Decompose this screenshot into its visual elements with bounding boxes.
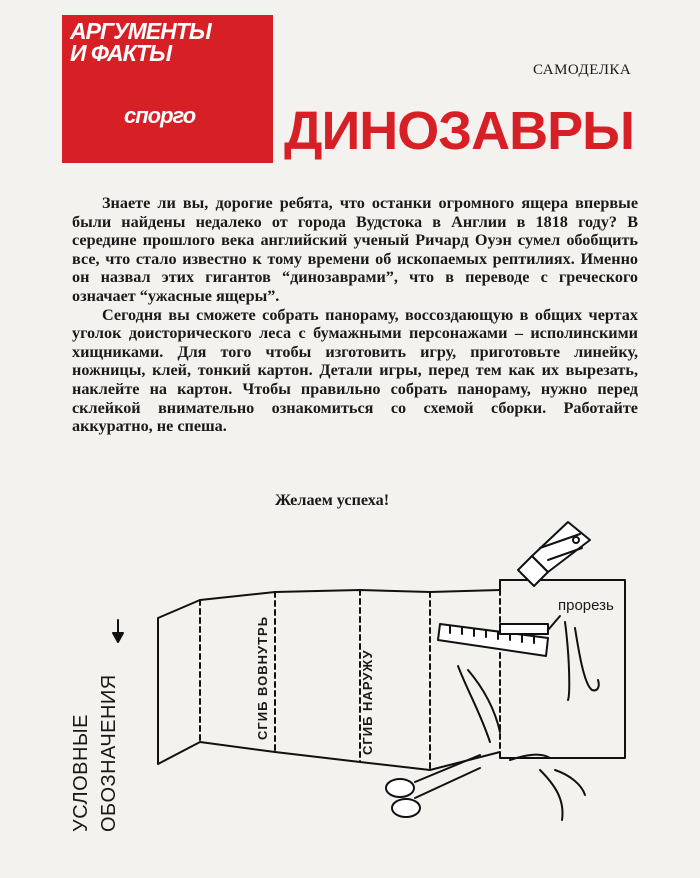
logo-line-2: И ФАКТЫ xyxy=(70,40,172,66)
cut-slot-label: прорезь xyxy=(558,597,614,614)
slot-pointer-line xyxy=(548,616,560,630)
article-body xyxy=(72,194,638,436)
panorama-strip xyxy=(158,580,625,770)
publication-logo xyxy=(62,15,273,163)
legend-label-line-1: УСЛОВНЫЕ xyxy=(70,714,92,832)
scissors-icon xyxy=(386,755,480,817)
logo-line-1: АРГУМЕНТЫ xyxy=(70,18,211,44)
legend-arrow-icon xyxy=(113,620,123,642)
legend-label-line-2: ОБОЗНАЧЕНИЯ xyxy=(98,674,120,832)
article-paragraph-2: Сегодня вы сможете собрать панораму, воссоздающую в общих чертах уголок доисторического леса с бумажными персонажами – исполинскими хищниками. Для того чтобы изготовить игру, приготовьте линейку, ножницы, клей, тонкий картон. Детали игры, перед тем как их вырезать, наклейте на картон. Чтобы правильно собрать панораму, нужно перед склейкой внимательно ознакомиться со схемой сборки. Работайте аккуратно, не спеша. xyxy=(72,305,638,436)
closing-wish: Желаем успеха! xyxy=(275,491,390,509)
tab-piece-2 xyxy=(575,628,599,690)
tab-piece-7 xyxy=(555,770,585,795)
page-title: ДИНОЗАВРЫ xyxy=(284,101,634,161)
knife-icon xyxy=(518,522,590,586)
logo-badge: спорго xyxy=(124,103,196,128)
slot-mark xyxy=(500,624,548,634)
fold-outward-label: СГИБ НАРУЖУ xyxy=(360,649,375,755)
article-paragraph-1: Знаете ли вы, дорогие ребята, что останки огромного ящера впервые были найдены недалеко от города Вудстока в Англии в 1818 году? В середине прошлого века английский ученый Ричард Оуэн сумел обобщить все, что стало известно к тому времени об ископаемых рептилиях. Именно он назвал этих гигантов “динозаврами”, что в переводе с греческого означает “ужасные ящеры”. xyxy=(72,194,638,305)
tab-piece-1 xyxy=(565,622,569,700)
section-label: САМОДЕЛКА xyxy=(533,62,632,78)
assembly-diagram xyxy=(70,520,695,870)
fold-inward-label: СГИБ ВОВНУТРЬ xyxy=(255,615,270,740)
tab-piece-6 xyxy=(540,770,563,820)
